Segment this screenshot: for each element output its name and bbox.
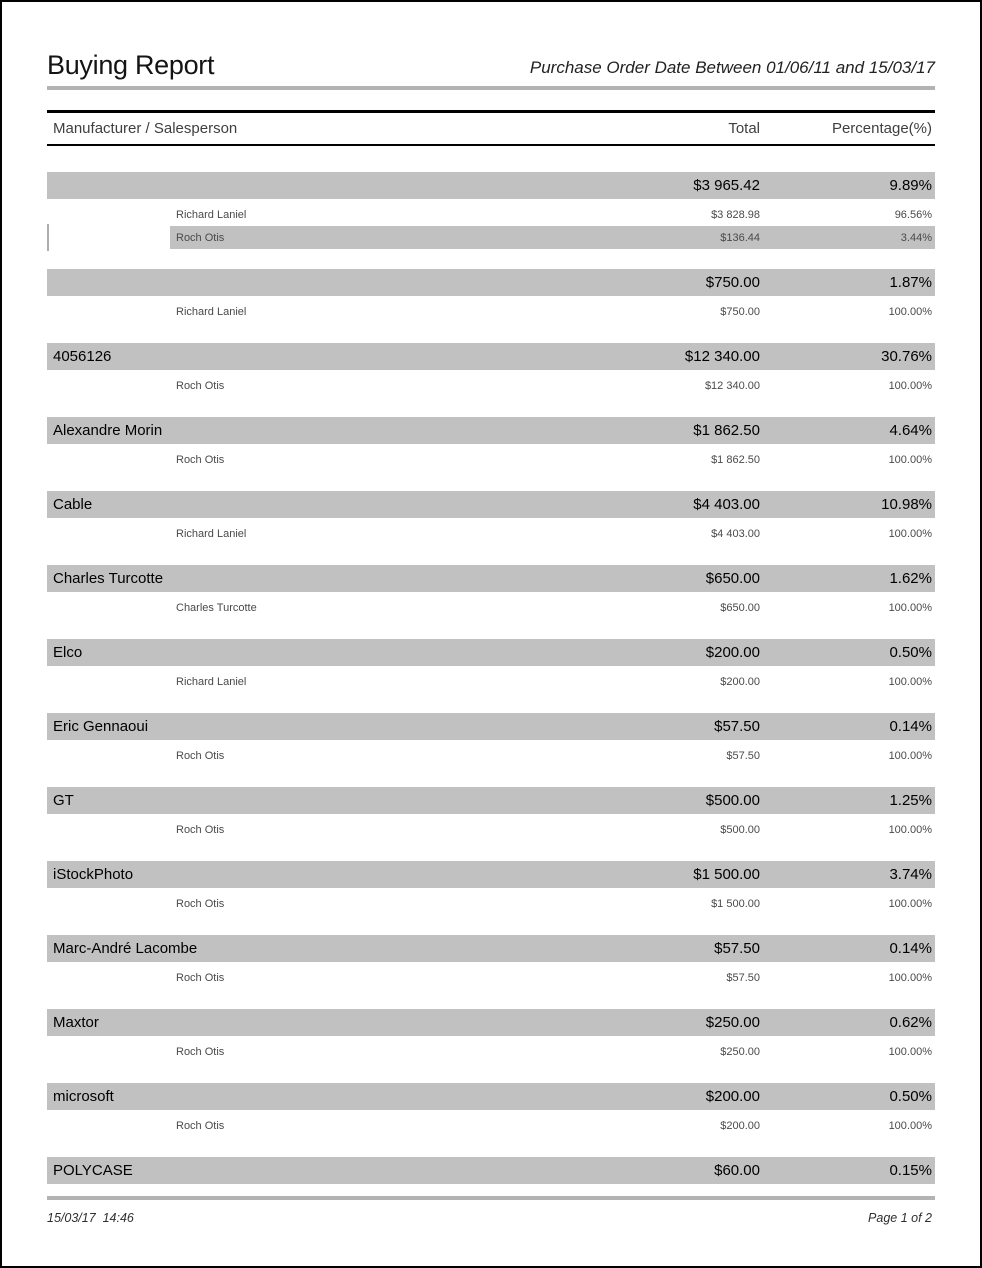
salesperson-total: $200.00 <box>720 675 760 688</box>
group-summary-row[interactable] <box>47 713 935 740</box>
salesperson-total: $1 500.00 <box>711 897 760 910</box>
group-total: $200.00 <box>705 644 760 662</box>
salesperson-percentage: 100.00% <box>888 1045 932 1058</box>
salesperson-row[interactable] <box>170 818 935 841</box>
salesperson-row[interactable] <box>170 892 935 915</box>
manufacturer-group <box>47 491 935 545</box>
manufacturer-name: microsoft <box>53 1088 114 1106</box>
manufacturer-name: Cable <box>53 496 93 514</box>
manufacturer-name: Alexandre Morin <box>53 422 163 440</box>
salesperson-rows <box>47 818 935 841</box>
salesperson-rows <box>47 374 935 397</box>
manufacturer-group <box>47 1009 935 1063</box>
group-percentage: 9.89% <box>889 177 932 195</box>
group-percentage: 1.87% <box>889 274 932 292</box>
salesperson-rows <box>47 300 935 323</box>
salesperson-total: $200.00 <box>720 1119 760 1132</box>
salesperson-percentage: 100.00% <box>888 453 932 466</box>
column-header-manufacturer-salesperson: Manufacturer / Salesperson <box>53 120 238 138</box>
group-summary-row[interactable] <box>47 1157 935 1184</box>
manufacturer-name: POLYCASE <box>53 1162 133 1180</box>
group-percentage: 1.62% <box>889 570 932 588</box>
salesperson-name: Roch Otis <box>176 379 225 392</box>
group-percentage: 0.14% <box>889 940 932 958</box>
group-total: $500.00 <box>705 792 760 810</box>
column-header-percentage: Percentage(%) <box>831 120 932 138</box>
title-row <box>47 50 935 81</box>
salesperson-percentage: 100.00% <box>888 971 932 984</box>
report-content <box>2 2 980 1225</box>
column-header-row <box>47 110 935 146</box>
group-total: $57.50 <box>714 718 760 736</box>
group-percentage: 0.15% <box>889 1162 932 1180</box>
group-summary-row[interactable] <box>47 1009 935 1036</box>
salesperson-percentage: 100.00% <box>888 527 932 540</box>
salesperson-total: $250.00 <box>720 1045 760 1058</box>
manufacturer-group <box>47 1157 935 1184</box>
group-summary-row[interactable] <box>47 172 935 199</box>
group-percentage: 0.14% <box>889 718 932 736</box>
group-percentage: 4.64% <box>889 422 932 440</box>
group-summary-row[interactable] <box>47 787 935 814</box>
salesperson-name: Roch Otis <box>176 971 225 984</box>
group-percentage: 30.76% <box>881 348 932 366</box>
group-total: $250.00 <box>705 1014 760 1032</box>
page-title: Buying Report <box>47 50 215 80</box>
salesperson-row[interactable] <box>170 300 935 323</box>
salesperson-percentage: 100.00% <box>888 379 932 392</box>
salesperson-name: Richard Laniel <box>176 305 247 318</box>
salesperson-row[interactable] <box>170 1040 935 1063</box>
salesperson-total: $4 403.00 <box>711 527 760 540</box>
group-total: $1 500.00 <box>693 866 760 884</box>
report-body <box>47 172 935 1184</box>
manufacturer-name: Marc-André Lacombe <box>53 940 198 958</box>
footer-row <box>47 1211 935 1225</box>
group-percentage: 0.62% <box>889 1014 932 1032</box>
group-total: $200.00 <box>705 1088 760 1106</box>
salesperson-rows <box>47 522 935 545</box>
salesperson-row[interactable] <box>170 522 935 545</box>
salesperson-row[interactable] <box>170 226 935 249</box>
salesperson-name: Richard Laniel <box>176 527 247 540</box>
salesperson-percentage: 100.00% <box>888 305 932 318</box>
salesperson-name: Charles Turcotte <box>176 601 257 614</box>
group-summary-row[interactable] <box>47 491 935 518</box>
footer-divider <box>47 1196 935 1200</box>
salesperson-rows <box>47 1040 935 1063</box>
salesperson-row[interactable] <box>170 744 935 767</box>
salesperson-percentage: 100.00% <box>888 897 932 910</box>
salesperson-rows <box>47 448 935 471</box>
manufacturer-group <box>47 417 935 471</box>
manufacturer-group <box>47 343 935 397</box>
salesperson-row[interactable] <box>170 374 935 397</box>
manufacturer-group <box>47 269 935 323</box>
manufacturer-name: Eric Gennaoui <box>53 718 149 736</box>
group-total: $1 862.50 <box>693 422 760 440</box>
group-total: $4 403.00 <box>693 496 760 514</box>
salesperson-name: Roch Otis <box>176 1119 225 1132</box>
salesperson-row[interactable] <box>170 966 935 989</box>
manufacturer-group <box>47 713 935 767</box>
manufacturer-group <box>47 1083 935 1137</box>
salesperson-total: $1 862.50 <box>711 453 760 466</box>
salesperson-name: Roch Otis <box>176 1045 225 1058</box>
manufacturer-group <box>47 935 935 989</box>
report-filter-subtitle: Purchase Order Date Between 01/06/11 and 15/03/17 <box>529 58 935 78</box>
salesperson-percentage: 100.00% <box>888 675 932 688</box>
salesperson-total: $650.00 <box>720 601 760 614</box>
group-total: $60.00 <box>714 1162 760 1180</box>
salesperson-percentage: 3.44% <box>900 231 932 244</box>
manufacturer-group <box>47 787 935 841</box>
title-underline <box>47 86 935 90</box>
salesperson-total: $57.50 <box>726 971 760 984</box>
salesperson-total: $12 340.00 <box>704 379 760 392</box>
salesperson-row[interactable] <box>170 203 935 226</box>
group-percentage: 10.98% <box>881 496 932 514</box>
salesperson-row[interactable] <box>170 596 935 619</box>
salesperson-percentage: 100.00% <box>888 749 932 762</box>
print-datetime: 15/03/17 14:46 <box>47 1211 134 1226</box>
manufacturer-name: 4056126 <box>53 348 112 366</box>
salesperson-total: $57.50 <box>726 749 760 762</box>
salesperson-total: $500.00 <box>720 823 760 836</box>
salesperson-total: $3 828.98 <box>711 208 760 221</box>
salesperson-rows <box>47 892 935 915</box>
manufacturer-name: Elco <box>53 644 83 662</box>
group-total: $750.00 <box>705 274 760 292</box>
group-summary-row[interactable] <box>47 417 935 444</box>
salesperson-percentage: 100.00% <box>888 1119 932 1132</box>
group-summary-row[interactable] <box>47 565 935 592</box>
salesperson-percentage: 100.00% <box>888 823 932 836</box>
salesperson-name: Roch Otis <box>176 749 225 762</box>
salesperson-row[interactable] <box>170 670 935 693</box>
manufacturer-name: Maxtor <box>53 1014 99 1032</box>
salesperson-total: $750.00 <box>720 305 760 318</box>
manufacturer-name: Charles Turcotte <box>53 570 164 588</box>
salesperson-rows <box>47 744 935 767</box>
report-header <box>47 50 935 90</box>
group-summary-row[interactable] <box>47 861 935 888</box>
salesperson-name: Roch Otis <box>176 823 225 836</box>
salesperson-percentage: 100.00% <box>888 601 932 614</box>
group-total: $57.50 <box>714 940 760 958</box>
group-summary-row[interactable] <box>47 935 935 962</box>
group-summary-row[interactable] <box>47 269 935 296</box>
group-percentage: 3.74% <box>889 866 932 884</box>
salesperson-total: $136.44 <box>720 231 760 244</box>
salesperson-row[interactable] <box>170 1114 935 1137</box>
group-total: $12 340.00 <box>684 348 760 366</box>
salesperson-name: Roch Otis <box>176 897 225 910</box>
salesperson-name: Roch Otis <box>176 231 225 244</box>
salesperson-percentage: 96.56% <box>894 208 932 221</box>
salesperson-rows <box>47 966 935 989</box>
salesperson-rows <box>47 203 935 249</box>
salesperson-name: Richard Laniel <box>176 675 247 688</box>
column-header-total: Total <box>728 120 760 138</box>
salesperson-row[interactable] <box>170 448 935 471</box>
manufacturer-group <box>47 565 935 619</box>
group-summary-row[interactable] <box>47 639 935 666</box>
page-number: Page 1 of 2 <box>868 1211 932 1226</box>
report-footer <box>47 1196 935 1225</box>
manufacturer-name: GT <box>53 792 74 810</box>
manufacturer-group <box>47 172 935 249</box>
group-percentage: 1.25% <box>889 792 932 810</box>
manufacturer-group <box>47 861 935 915</box>
salesperson-rows <box>47 1114 935 1137</box>
manufacturer-group <box>47 639 935 693</box>
salesperson-name: Roch Otis <box>176 453 225 466</box>
group-total: $650.00 <box>705 570 760 588</box>
group-summary-row[interactable] <box>47 1083 935 1110</box>
salesperson-rows <box>47 596 935 619</box>
group-percentage: 0.50% <box>889 644 932 662</box>
group-summary-row[interactable] <box>47 343 935 370</box>
group-total: $3 965.42 <box>693 177 760 195</box>
salesperson-rows <box>47 670 935 693</box>
manufacturer-name: iStockPhoto <box>53 866 134 884</box>
group-percentage: 0.50% <box>889 1088 932 1106</box>
salesperson-name: Richard Laniel <box>176 208 247 221</box>
